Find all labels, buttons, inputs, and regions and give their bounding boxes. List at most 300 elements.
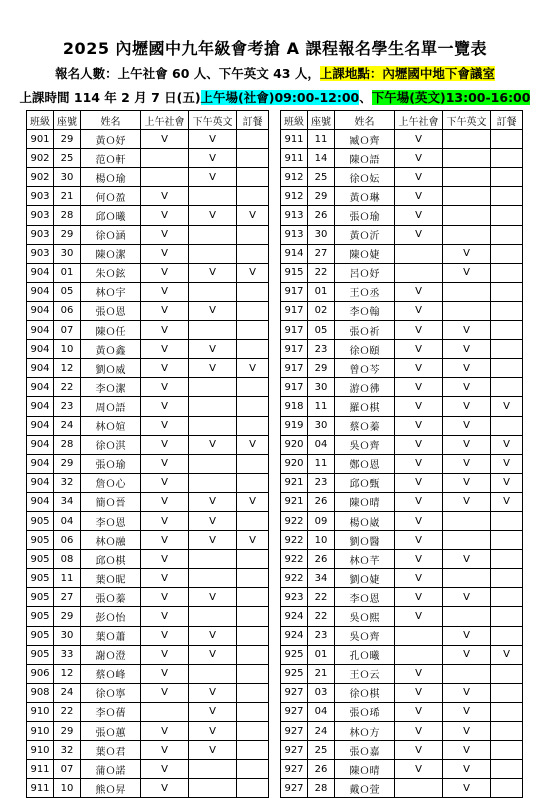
table-row: [281, 645, 523, 664]
meal-cell: [237, 664, 269, 683]
afternoon-english-cell: V: [189, 588, 237, 607]
afternoon-english-cell: V: [443, 626, 491, 645]
class-cell: 904: [27, 454, 54, 473]
seat-cell: 04: [308, 702, 335, 721]
class-cell: 908: [27, 683, 54, 702]
afternoon-english-cell: V: [443, 645, 491, 664]
seat-cell: 22: [54, 702, 81, 721]
meal-cell: [491, 149, 523, 168]
morning-social-cell: V: [395, 550, 443, 569]
afternoon-english-cell: [443, 569, 491, 588]
class-cell: 917: [281, 359, 308, 378]
class-cell: 911: [281, 130, 308, 149]
meal-cell: V: [237, 492, 269, 511]
afternoon-english-cell: [189, 282, 237, 301]
name-cell: 葉Ｏ昵: [81, 569, 141, 588]
table-row: [27, 550, 269, 569]
seat-cell: 10: [54, 340, 81, 359]
table-row: [281, 263, 523, 282]
afternoon-english-cell: [189, 779, 237, 798]
morning-social-cell: V: [141, 760, 189, 779]
table-row: [281, 225, 523, 244]
afternoon-english-cell: V: [443, 263, 491, 282]
morning-social-cell: V: [395, 378, 443, 397]
morning-social-cell: V: [141, 397, 189, 416]
morning-social-cell: V: [141, 607, 189, 626]
morning-social-header: 上午社會: [395, 111, 443, 130]
meal-header: 訂餐: [237, 111, 269, 130]
class-cell: 927: [281, 683, 308, 702]
class-cell: 920: [281, 435, 308, 454]
table-row: [281, 397, 523, 416]
morning-social-cell: V: [395, 397, 443, 416]
class-cell: 921: [281, 492, 308, 511]
morning-social-cell: V: [395, 760, 443, 779]
seat-cell: 11: [308, 130, 335, 149]
table-row: [27, 569, 269, 588]
meal-cell: [237, 779, 269, 798]
table-row: [27, 378, 269, 397]
meal-cell: [237, 550, 269, 569]
name-cell: 黃Ｏ沂: [335, 225, 395, 244]
afternoon-english-cell: V: [443, 435, 491, 454]
meal-cell: [491, 588, 523, 607]
afternoon-english-cell: V: [189, 263, 237, 282]
seat-cell: 23: [308, 340, 335, 359]
seat-cell: 01: [308, 645, 335, 664]
morning-social-cell: V: [141, 435, 189, 454]
table-row: [281, 683, 523, 702]
morning-social-cell: V: [395, 301, 443, 320]
seat-cell: 24: [54, 416, 81, 435]
morning-social-cell: [395, 244, 443, 263]
class-cell: 911: [27, 779, 54, 798]
morning-social-cell: [395, 779, 443, 798]
morning-social-cell: V: [395, 454, 443, 473]
class-cell: 927: [281, 722, 308, 741]
name-cell: 陳Ｏ晴: [335, 492, 395, 511]
table-row: [27, 531, 269, 550]
name-cell: 李Ｏ恩: [335, 588, 395, 607]
class-cell: 922: [281, 511, 308, 530]
afternoon-english-header: 下午英文: [189, 111, 237, 130]
name-cell: 蔡Ｏ蓁: [335, 416, 395, 435]
table-row: [281, 779, 523, 798]
table-row: [27, 301, 269, 320]
table-row: [27, 416, 269, 435]
table-row: [27, 492, 269, 511]
meal-cell: V: [237, 531, 269, 550]
name-cell: 徐Ｏ淇: [81, 435, 141, 454]
table-row: [27, 664, 269, 683]
morning-social-cell: V: [141, 130, 189, 149]
morning-social-cell: V: [141, 301, 189, 320]
seat-cell: 34: [308, 569, 335, 588]
table-header-row: [27, 111, 269, 130]
class-cell: 921: [281, 473, 308, 492]
class-cell: 910: [27, 702, 54, 721]
class-cell: 904: [27, 263, 54, 282]
name-cell: 葉Ｏ君: [81, 741, 141, 760]
meal-cell: [491, 340, 523, 359]
meal-cell: V: [491, 397, 523, 416]
seat-cell: 28: [54, 206, 81, 225]
class-cell: 922: [281, 550, 308, 569]
afternoon-english-cell: V: [443, 244, 491, 263]
morning-social-cell: [141, 168, 189, 187]
meal-cell: [491, 664, 523, 683]
afternoon-english-header: 下午英文: [443, 111, 491, 130]
meal-cell: [237, 244, 269, 263]
table-row: [27, 435, 269, 454]
class-cell: 903: [27, 206, 54, 225]
meal-cell: [491, 206, 523, 225]
class-cell: 922: [281, 531, 308, 550]
name-cell: 邱Ｏ甄: [335, 473, 395, 492]
table-row: [27, 206, 269, 225]
name-cell: 吳Ｏ齊: [335, 435, 395, 454]
table-row: [281, 206, 523, 225]
class-cell: 904: [27, 416, 54, 435]
morning-social-cell: V: [141, 722, 189, 741]
meal-cell: V: [237, 435, 269, 454]
morning-social-cell: [141, 702, 189, 721]
table-row: [281, 168, 523, 187]
meal-cell: [237, 626, 269, 645]
table-row: [27, 779, 269, 798]
seat-cell: 32: [54, 473, 81, 492]
meal-header: 訂餐: [491, 111, 523, 130]
afternoon-english-cell: [189, 378, 237, 397]
class-header: 班級: [27, 111, 54, 130]
morning-social-cell: [141, 149, 189, 168]
class-cell: 905: [27, 645, 54, 664]
afternoon-english-cell: V: [189, 531, 237, 550]
name-cell: 范Ｏ軒: [81, 149, 141, 168]
name-cell: 熊Ｏ昇: [81, 779, 141, 798]
table-row: [281, 416, 523, 435]
class-cell: 914: [281, 244, 308, 263]
morning-social-cell: V: [395, 149, 443, 168]
afternoon-english-cell: V: [189, 645, 237, 664]
morning-social-cell: V: [395, 569, 443, 588]
morning-social-cell: V: [141, 340, 189, 359]
seat-cell: 23: [308, 473, 335, 492]
seat-cell: 33: [54, 645, 81, 664]
meal-cell: [237, 416, 269, 435]
class-cell: 912: [281, 187, 308, 206]
page-title: 2025 內壢國中九年級會考搶 A 課程報名學生名單一覽表: [62, 39, 488, 58]
meal-cell: [491, 683, 523, 702]
afternoon-english-cell: [443, 531, 491, 550]
seat-cell: 08: [54, 550, 81, 569]
enrollment-count: 報名人數：上午社會 60 人、下午英文 43 人，: [55, 66, 320, 81]
seat-cell: 06: [54, 531, 81, 550]
seat-cell: 05: [54, 282, 81, 301]
table-row: [281, 282, 523, 301]
seat-cell: 14: [308, 149, 335, 168]
afternoon-english-cell: [443, 130, 491, 149]
meal-cell: [491, 511, 523, 530]
seat-cell: 29: [54, 607, 81, 626]
afternoon-english-cell: V: [189, 130, 237, 149]
morning-social-cell: V: [395, 702, 443, 721]
name-cell: 陳Ｏ潔: [81, 244, 141, 263]
meal-cell: [237, 282, 269, 301]
class-cell: 910: [27, 741, 54, 760]
name-cell: 徐Ｏ涵: [81, 225, 141, 244]
seat-cell: 29: [54, 225, 81, 244]
name-cell: 黃Ｏ妤: [81, 130, 141, 149]
table-row: [281, 492, 523, 511]
class-cell: 918: [281, 397, 308, 416]
seat-cell: 29: [54, 130, 81, 149]
meal-cell: V: [237, 206, 269, 225]
afternoon-english-cell: V: [443, 683, 491, 702]
class-cell: 915: [281, 263, 308, 282]
meal-cell: [237, 760, 269, 779]
meal-cell: [491, 321, 523, 340]
name-cell: 詹Ｏ心: [81, 473, 141, 492]
afternoon-english-cell: V: [443, 359, 491, 378]
morning-social-cell: V: [141, 511, 189, 530]
name-cell: 謝Ｏ澄: [81, 645, 141, 664]
seat-cell: 03: [308, 683, 335, 702]
table-row: [27, 722, 269, 741]
meal-cell: V: [237, 359, 269, 378]
afternoon-english-cell: [189, 607, 237, 626]
table-row: [27, 149, 269, 168]
afternoon-english-cell: V: [189, 626, 237, 645]
name-cell: 徐Ｏ妘: [335, 168, 395, 187]
morning-social-cell: V: [395, 416, 443, 435]
afternoon-english-cell: [189, 569, 237, 588]
seat-cell: 25: [54, 149, 81, 168]
seat-cell: 09: [308, 511, 335, 530]
meal-cell: [237, 130, 269, 149]
class-cell: 927: [281, 760, 308, 779]
afternoon-english-cell: [443, 607, 491, 626]
table-row: [281, 149, 523, 168]
meal-cell: [491, 569, 523, 588]
morning-social-cell: V: [395, 282, 443, 301]
meal-cell: [491, 760, 523, 779]
seat-cell: 22: [308, 263, 335, 282]
meal-cell: [237, 168, 269, 187]
table-row: [281, 130, 523, 149]
afternoon-english-cell: [443, 282, 491, 301]
class-cell: 922: [281, 569, 308, 588]
name-cell: 曾Ｏ芩: [335, 359, 395, 378]
seat-cell: 12: [54, 664, 81, 683]
afternoon-english-cell: V: [443, 760, 491, 779]
morning-social-cell: V: [395, 168, 443, 187]
table-row: [27, 511, 269, 530]
table-row: [27, 225, 269, 244]
class-cell: 902: [27, 168, 54, 187]
seat-cell: 21: [54, 187, 81, 206]
meal-cell: [237, 683, 269, 702]
morning-social-cell: V: [141, 473, 189, 492]
afternoon-english-cell: V: [189, 683, 237, 702]
table-row: [27, 626, 269, 645]
table-row: [281, 702, 523, 721]
meal-cell: [237, 607, 269, 626]
morning-social-header: 上午社會: [141, 111, 189, 130]
table-row: [27, 473, 269, 492]
table-row: [27, 168, 269, 187]
name-cell: 吳Ｏ齊: [335, 626, 395, 645]
morning-social-cell: V: [141, 321, 189, 340]
name-cell: 林Ｏ融: [81, 531, 141, 550]
seat-cell: 07: [54, 760, 81, 779]
afternoon-english-cell: [189, 416, 237, 435]
name-cell: 何Ｏ盈: [81, 187, 141, 206]
meal-cell: [491, 225, 523, 244]
morning-social-cell: V: [395, 321, 443, 340]
table-row: [281, 550, 523, 569]
seat-cell: 22: [54, 378, 81, 397]
seat-cell: 29: [54, 722, 81, 741]
table-row: [281, 321, 523, 340]
seat-cell: 26: [308, 760, 335, 779]
class-cell: 904: [27, 301, 54, 320]
table-row: [27, 321, 269, 340]
meal-cell: [491, 550, 523, 569]
morning-social-cell: V: [395, 607, 443, 626]
class-cell: 904: [27, 321, 54, 340]
morning-social-cell: V: [395, 683, 443, 702]
meal-cell: [237, 645, 269, 664]
afternoon-english-cell: [189, 225, 237, 244]
class-cell: 912: [281, 168, 308, 187]
seat-cell: 34: [54, 492, 81, 511]
afternoon-english-cell: V: [189, 340, 237, 359]
morning-social-cell: V: [395, 492, 443, 511]
class-cell: 903: [27, 244, 54, 263]
name-cell: 張Ｏ祈: [335, 321, 395, 340]
name-cell: 林Ｏ媗: [81, 416, 141, 435]
table-row: [27, 397, 269, 416]
meal-cell: [491, 130, 523, 149]
morning-social-cell: V: [141, 588, 189, 607]
table-row: [27, 454, 269, 473]
name-cell: 黃Ｏ琳: [335, 187, 395, 206]
afternoon-english-cell: V: [443, 416, 491, 435]
meal-cell: [237, 340, 269, 359]
morning-social-cell: V: [141, 664, 189, 683]
class-cell: 927: [281, 741, 308, 760]
class-cell: 904: [27, 282, 54, 301]
name-cell: 鄭Ｏ恩: [335, 454, 395, 473]
meal-cell: [491, 779, 523, 798]
class-cell: 911: [281, 149, 308, 168]
class-cell: 917: [281, 301, 308, 320]
meal-cell: [491, 531, 523, 550]
morning-social-cell: V: [395, 531, 443, 550]
class-cell: 903: [27, 225, 54, 244]
class-cell: 903: [27, 187, 54, 206]
meal-cell: [491, 378, 523, 397]
meal-cell: [237, 454, 269, 473]
meal-cell: [491, 168, 523, 187]
class-cell: 913: [281, 225, 308, 244]
meal-cell: [237, 321, 269, 340]
morning-social-cell: V: [141, 378, 189, 397]
afternoon-english-cell: [189, 760, 237, 779]
class-cell: 919: [281, 416, 308, 435]
roster-table-right: [280, 110, 523, 798]
seat-cell: 30: [308, 416, 335, 435]
table-row: [281, 760, 523, 779]
meal-cell: [491, 359, 523, 378]
afternoon-english-cell: [443, 225, 491, 244]
seat-cell: 24: [308, 722, 335, 741]
meal-cell: [491, 607, 523, 626]
afternoon-english-cell: V: [189, 168, 237, 187]
seat-cell: 29: [308, 187, 335, 206]
table-row: [27, 607, 269, 626]
morning-social-cell: V: [141, 626, 189, 645]
morning-social-cell: V: [395, 130, 443, 149]
name-cell: 張Ｏ嘉: [335, 741, 395, 760]
meal-cell: [237, 702, 269, 721]
name-cell: 邱Ｏ棋: [81, 550, 141, 569]
class-cell: 927: [281, 779, 308, 798]
meal-cell: [237, 741, 269, 760]
class-cell: 904: [27, 378, 54, 397]
name-header: 姓名: [335, 111, 395, 130]
meal-cell: [237, 149, 269, 168]
table-row: [281, 359, 523, 378]
meal-cell: V: [491, 435, 523, 454]
seat-cell: 28: [308, 779, 335, 798]
table-row: [27, 263, 269, 282]
class-cell: 905: [27, 531, 54, 550]
afternoon-english-cell: [189, 397, 237, 416]
seat-cell: 10: [308, 531, 335, 550]
afternoon-english-cell: V: [443, 340, 491, 359]
seat-cell: 22: [308, 588, 335, 607]
class-cell: 904: [27, 435, 54, 454]
class-cell: 917: [281, 321, 308, 340]
name-cell: 葉Ｏ蕭: [81, 626, 141, 645]
table-row: [281, 511, 523, 530]
morning-social-cell: V: [141, 359, 189, 378]
meal-cell: [491, 722, 523, 741]
name-cell: 簡Ｏ晉: [81, 492, 141, 511]
name-cell: 王Ｏ丞: [335, 282, 395, 301]
seat-cell: 22: [308, 607, 335, 626]
morning-social-cell: V: [141, 225, 189, 244]
morning-social-cell: V: [395, 206, 443, 225]
name-cell: 孔Ｏ曦: [335, 645, 395, 664]
name-cell: 陳Ｏ任: [81, 321, 141, 340]
afternoon-english-cell: [189, 244, 237, 263]
table-row: [281, 588, 523, 607]
afternoon-english-cell: V: [443, 550, 491, 569]
name-cell: 李Ｏ潔: [81, 378, 141, 397]
class-cell: 905: [27, 550, 54, 569]
seat-cell: 23: [54, 397, 81, 416]
seat-cell: 23: [308, 626, 335, 645]
afternoon-english-cell: [189, 664, 237, 683]
morning-social-cell: V: [141, 550, 189, 569]
class-cell: 905: [27, 607, 54, 626]
table-row: [281, 722, 523, 741]
morning-social-cell: V: [141, 741, 189, 760]
table-row: [27, 340, 269, 359]
